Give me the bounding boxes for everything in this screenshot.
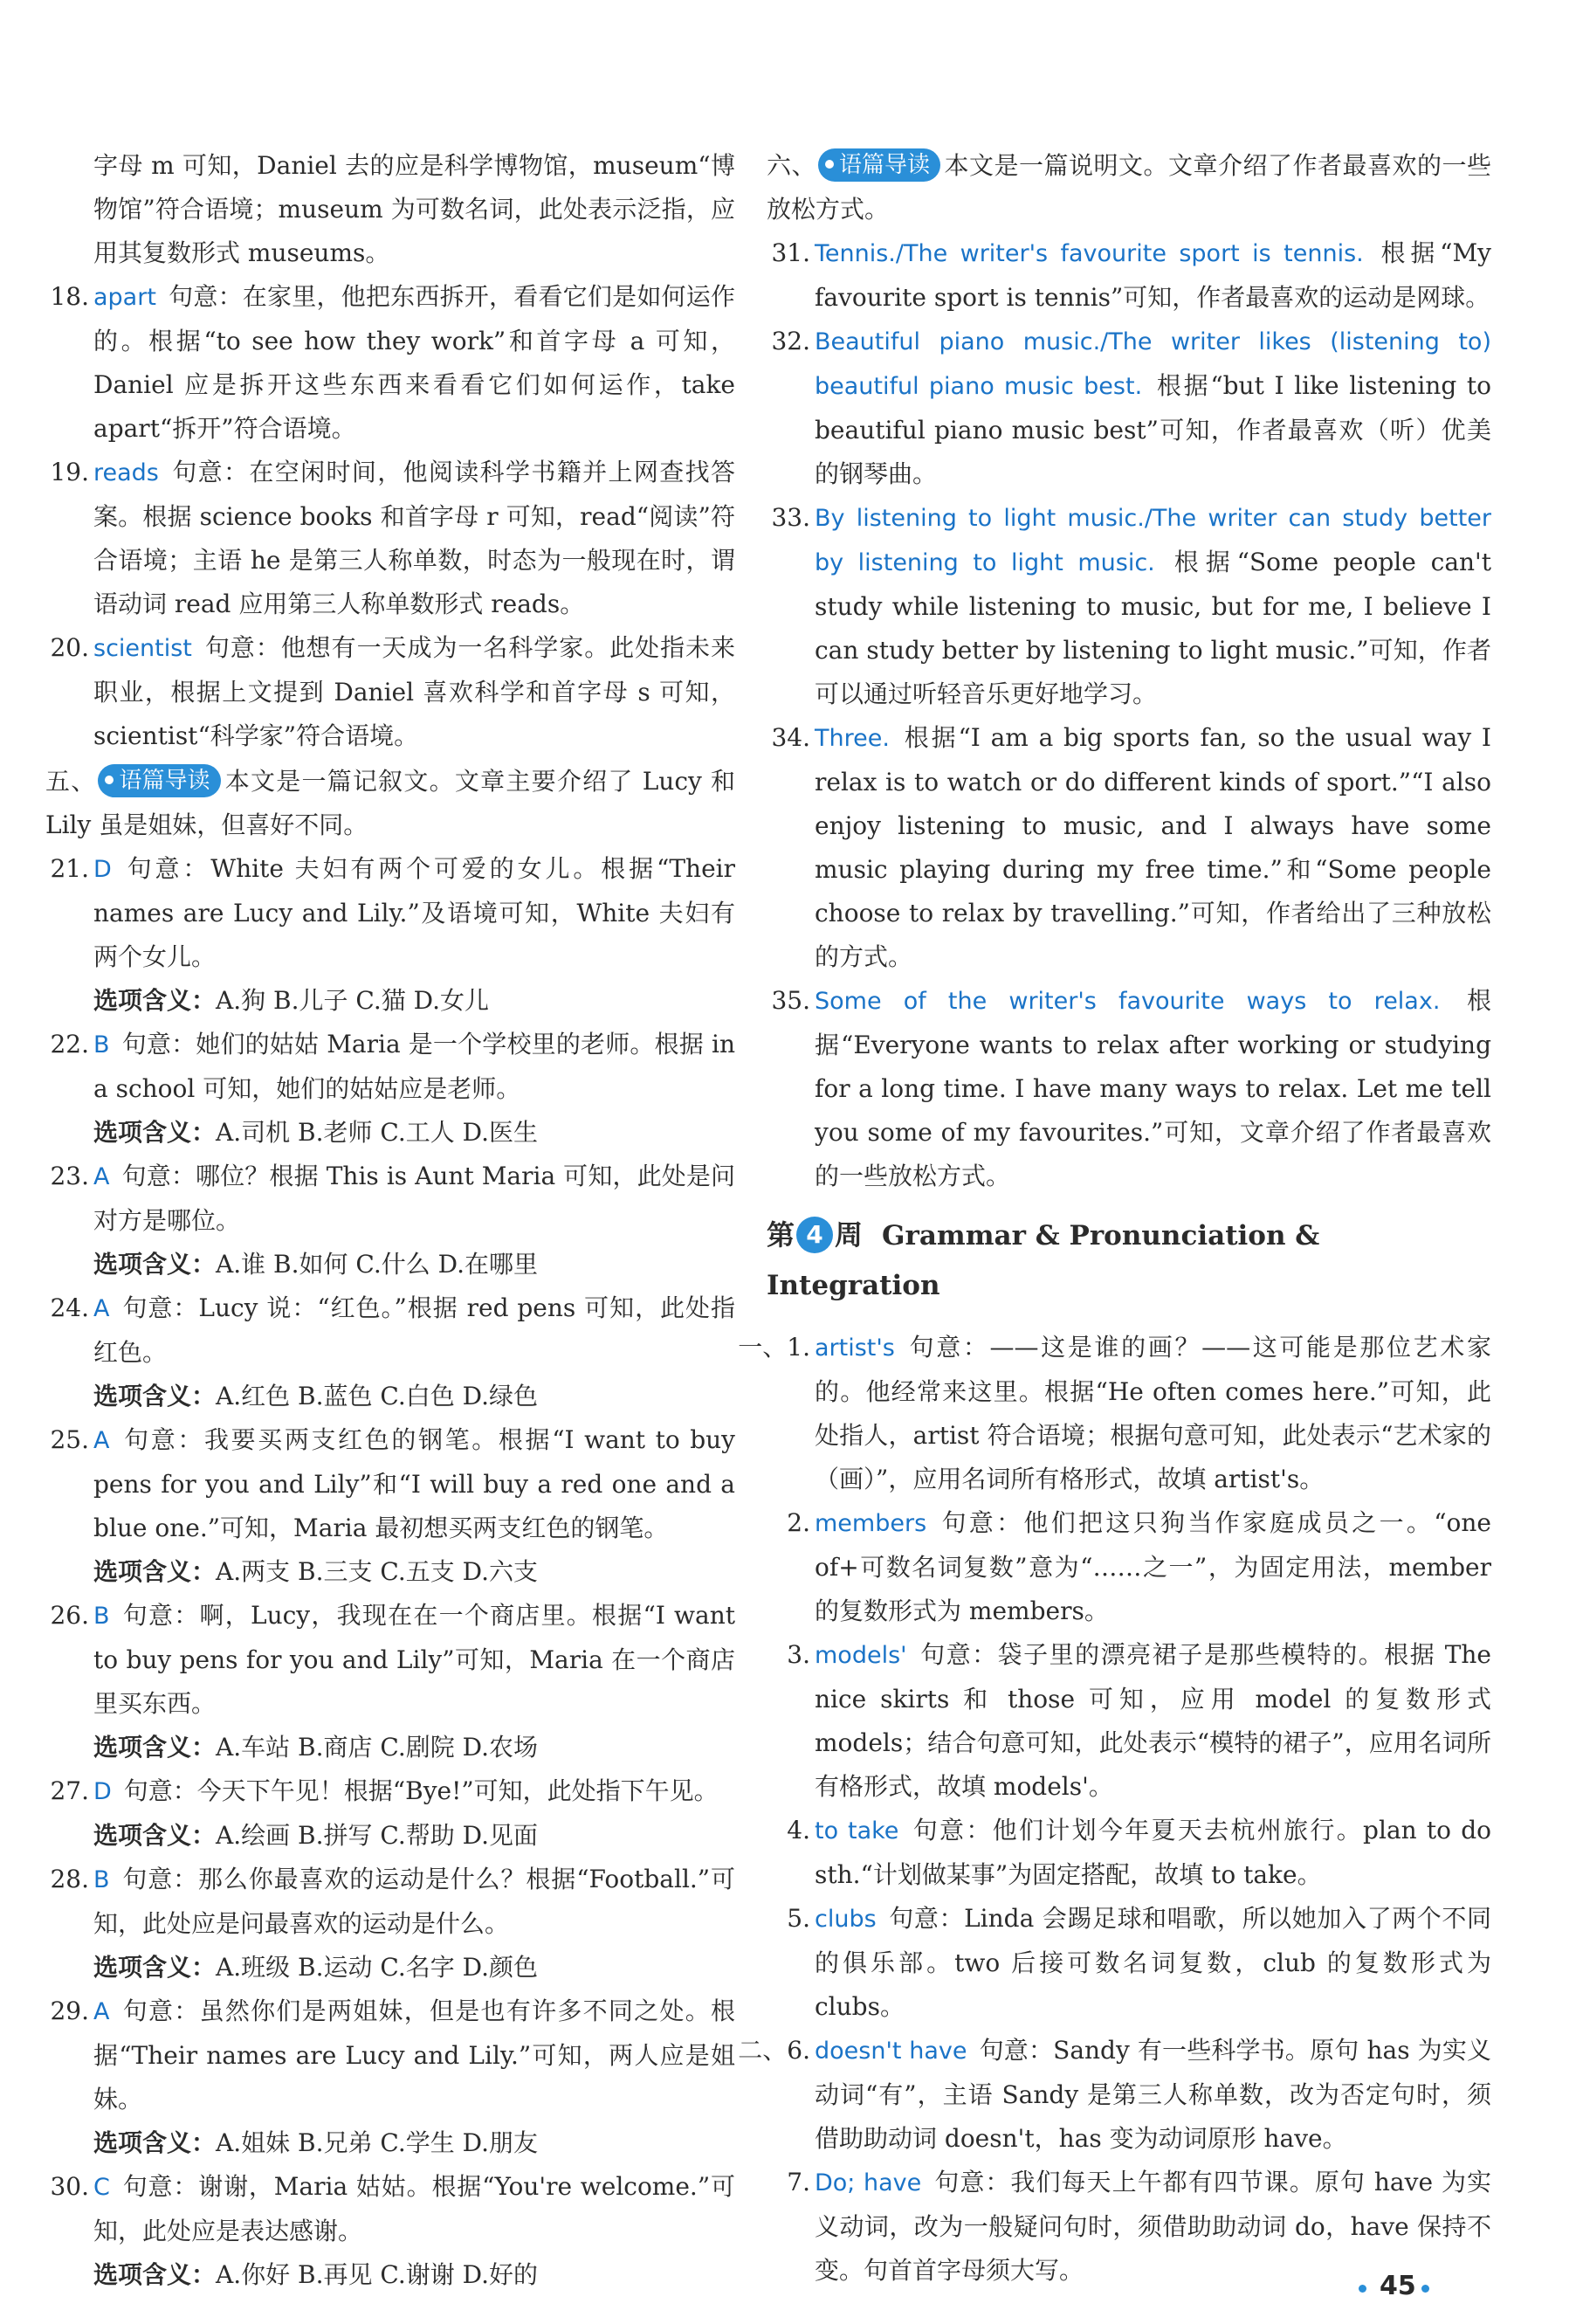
answer-key: A — [93, 1998, 110, 2025]
intro-paragraph: 字母 m 可知，Daniel 去的应是科学博物馆，museum“博物馆”符合语境；museum 为可数名词，此处表示泛指，应用其复数形式 museums。 — [93, 151, 735, 267]
option-text: A.绘画 B.拼写 C.帮助 D.见面 — [216, 1821, 538, 1850]
item-explanation: 句意：哪位？根据 This is Aunt Maria 可知，此处是问对方是哪位。 — [93, 1162, 735, 1235]
item-number: 4. — [787, 1816, 810, 1845]
answer-key: Beautiful piano music./The writer likes (listening to) beautiful piano music best. — [815, 328, 1491, 400]
answer-key: doesn't have — [815, 2038, 967, 2065]
item-explanation: 根据“Some people can't study while listening to music, but for me, I believe I can study better by listening to light music.”可知，作者可以通过听轻音乐更好地学习。 — [815, 548, 1492, 708]
dot-icon — [825, 160, 834, 169]
option-meaning — [45, 1375, 735, 1418]
item-number — [732, 2029, 810, 2072]
answer-key: D — [93, 856, 112, 883]
answer-item — [45, 1769, 735, 1814]
answer-key: B — [93, 1031, 110, 1059]
answer-item — [767, 1633, 1491, 1809]
item-number: 23. — [50, 1162, 89, 1190]
item-explanation: 句意：Sandy 有一些科学书。原句 has 为实义动词“有”，主语 Sandy 是第三人称单数，改为否定句时，须借助助动词 doesn't，has 变为动词原形 have。 — [815, 2036, 1491, 2153]
answer-key: models' — [815, 1642, 907, 1669]
item-number: 21. — [50, 854, 89, 883]
item-number: 27. — [50, 1776, 89, 1805]
answer-item — [45, 847, 735, 979]
answer-item — [767, 979, 1491, 1198]
item-number: 29. — [50, 1996, 89, 2025]
item-number: 26. — [50, 1601, 89, 1630]
item-number: 34. — [771, 723, 810, 752]
answer-key: A — [93, 1163, 110, 1190]
items-d — [738, 1326, 1491, 2029]
option-text: A.司机 B.老师 C.工人 D.医生 — [216, 1118, 538, 1147]
answer-item — [45, 2165, 735, 2253]
option-label: 选项含义： — [93, 2260, 217, 2289]
item-number: 32. — [771, 327, 810, 355]
answer-item — [738, 1326, 1491, 1501]
answer-key: By listening to light music./The writer can study better by listening to light music. — [815, 505, 1491, 576]
item-number-text: 1. — [787, 1333, 810, 1362]
items-c — [767, 231, 1491, 1198]
item-explanation: 句意：今天下午见！根据“Bye!”可知，此处指下午见。 — [123, 1776, 719, 1805]
item-number: 2. — [787, 1508, 810, 1537]
answer-item — [45, 1023, 735, 1111]
section-6-badge — [818, 148, 940, 182]
item-explanation: 句意：我要买两支红色的钢笔。根据“I want to buy pens for you and Lily”和“I will buy a red one and a blue one.”可知，Maria 最初想买两支红色的钢笔。 — [93, 1425, 735, 1542]
item-explanation: 句意：White 夫妇有两个可爱的女儿。根据“Their names are Lucy and Lily.”及语境可知，White 夫妇有两个女儿。 — [93, 854, 735, 971]
item-explanation: 句意：那么你最喜欢的运动是什么？根据“Football.”可知，此处应是问最喜欢的运动是什么。 — [93, 1865, 735, 1938]
item-number: 31. — [771, 238, 810, 267]
answer-item — [45, 1286, 735, 1375]
option-label: 选项含义： — [93, 1118, 217, 1147]
option-meaning — [45, 2121, 735, 2165]
item-explanation: 句意：啊，Lucy，我现在在一个商店里。根据“I want to buy pens for you and Lily”可知，Maria 在一个商店里买东西。 — [93, 1601, 735, 1718]
answer-item — [767, 231, 1491, 320]
answer-item — [45, 1155, 735, 1243]
item-explanation: 句意：她们的姑姑 Maria 是一个学校里的老师。根据 in a school 可知，她们的姑姑应是老师。 — [93, 1030, 735, 1103]
part-label: 二、 — [738, 2036, 788, 2065]
item-explanation: 句意：他们把这只狗当作家庭成员之一。“one of+可数名词复数”意为“……之一”，为固定用法，member 的复数形式为 members。 — [815, 1508, 1491, 1625]
item-explanation: 根据“but I like listening to beautiful piano music best”可知，作者最喜欢（听）优美的钢琴曲。 — [815, 371, 1491, 488]
part-label: 一、 — [738, 1333, 788, 1362]
answer-key: apart — [93, 284, 156, 311]
answer-item — [767, 1809, 1491, 1897]
option-meaning — [45, 1111, 735, 1155]
item-explanation: 句意：在家里，他把东西拆开，看看它们是如何运作的。根据“to see how they work”和首字母 a 可知，Daniel 应是拆开这些东西来看看它们如何运作，take apart“拆开”符合语境。 — [93, 282, 735, 443]
answer-item — [767, 1501, 1491, 1633]
option-text: A.你好 B.再见 C.谢谢 D.好的 — [216, 2260, 538, 2289]
answer-item — [45, 1418, 735, 1550]
section-5-badge-text: 语篇导读 — [119, 768, 210, 794]
answer-key: B — [93, 1866, 110, 1893]
option-meaning — [45, 2253, 735, 2297]
item-explanation: 根据“I am a big sports fan, so the usual way I relax is to watch or do different kinds of sport.”“I also enjoy listening to music, and I always have some music playing during my free time.”和“Some people choose to relax by travelling.”可知，作者给出了三种放松的方式。 — [815, 723, 1491, 971]
week-title: Grammar & Pronunciation & Integration — [767, 1220, 1320, 1301]
item-explanation: 句意：我们每天上午都有四节课。原句 have 为实义动词，改为一般疑问句时，须借助助动词 do，have 保持不变。句首首字母须大写。 — [815, 2168, 1491, 2285]
option-label: 选项含义： — [93, 1821, 217, 1850]
answer-key: B — [93, 1603, 110, 1630]
section-5-badge — [98, 764, 220, 797]
answer-item — [767, 1897, 1491, 2029]
section-6 — [767, 144, 1491, 231]
option-label: 选项含义： — [93, 1382, 217, 1410]
item-number: 20. — [50, 633, 89, 662]
option-label: 选项含义： — [93, 986, 217, 1015]
week-number: 4 — [796, 1217, 833, 1253]
answer-item — [45, 275, 735, 451]
answer-key: members — [815, 1510, 927, 1537]
option-meaning — [45, 1243, 735, 1286]
item-number: 5. — [787, 1904, 810, 1933]
answer-key: Do; have — [815, 2169, 922, 2196]
item-explanation: 句意：虽然你们是两姐妹，但是也有许多不同之处。根据“Their names are Lucy and Lily.”可知，两人应是姐妹。 — [93, 1996, 735, 2114]
option-text: A.谁 B.如何 C.什么 D.在哪里 — [216, 1250, 538, 1279]
item-explanation: 句意：他们计划今年夏天去杭州旅行。plan to do sth.“计划做某事”为固定搭配，故填 to take。 — [815, 1816, 1491, 1889]
answer-item — [767, 716, 1491, 979]
item-number: 24. — [50, 1293, 89, 1322]
item-explanation: 根据“Everyone wants to relax after working or studying for a long time. I have many ways to relax. Let me tell you some of my favourites.”可知，文章介绍了作者最喜欢的一些放松方式。 — [815, 986, 1491, 1190]
item-number: 7. — [787, 2168, 810, 2196]
section-5-label: 五、 — [45, 767, 97, 796]
answer-item — [45, 626, 735, 758]
answer-item — [45, 1990, 735, 2121]
option-text: A.班级 B.运动 C.名字 D.颜色 — [216, 1953, 538, 1982]
week-heading — [767, 1210, 1491, 1310]
answer-key: Some of the writer's favourite ways to relax. — [815, 988, 1441, 1015]
answer-item — [45, 1594, 735, 1726]
item-number: 3. — [787, 1640, 810, 1669]
item-number: 19. — [50, 458, 89, 486]
answer-item — [767, 496, 1491, 716]
item-number: 33. — [771, 503, 810, 532]
item-explanation: 句意：谢谢，Maria 姑姑。根据“You're welcome.”可知，此处应是表达感谢。 — [93, 2172, 735, 2245]
section-6-text: 本文是一篇说明文。文章介绍了作者最喜欢的一些放松方式。 — [767, 151, 1491, 224]
week-pre: 第 — [767, 1218, 795, 1252]
section-6-label: 六、 — [767, 151, 816, 180]
item-number: 28. — [50, 1865, 89, 1893]
items-e — [738, 2029, 1491, 2293]
item-number: 25. — [50, 1425, 89, 1454]
week-post: 周 — [835, 1218, 864, 1252]
item-explanation: 根据“My favourite sport is tennis”可知，作者最喜欢的运动是网球。 — [815, 238, 1491, 312]
item-number — [732, 1326, 810, 1369]
option-text: A.两支 B.三支 C.五支 D.六支 — [216, 1557, 538, 1586]
answer-item — [45, 451, 735, 626]
page-dot-left — [1359, 2285, 1366, 2293]
item-number-text: 6. — [787, 2036, 810, 2065]
section-6-badge-text: 语篇导读 — [839, 152, 931, 178]
answer-key: A — [93, 1295, 110, 1322]
option-meaning — [45, 979, 735, 1023]
option-label: 选项含义： — [93, 1557, 217, 1586]
right-column — [738, 144, 1492, 2293]
item-explanation: 句意：袋子里的漂亮裙子是那些模特的。根据 The nice skirts 和 those 可知，应用 model 的复数形式 models；结合句意可知，此处表示“模特的裙子”，应用名词所有格形式，故填 models'。 — [815, 1640, 1491, 1801]
answer-key: artist's — [815, 1334, 895, 1362]
option-meaning — [45, 1726, 735, 1769]
option-label: 选项含义： — [93, 1953, 217, 1982]
items-a — [45, 275, 735, 758]
section-5-text: 本文是一篇记叙文。文章主要介绍了 Lucy 和 Lily 虽是姐妹，但喜好不同。 — [45, 767, 735, 839]
option-meaning — [45, 1814, 735, 1858]
option-meaning — [45, 1946, 735, 1990]
page-number: 45 — [1380, 2271, 1416, 2301]
item-number: 30. — [50, 2172, 89, 2201]
left-column — [45, 144, 735, 2297]
items-b — [45, 847, 735, 2297]
option-label: 选项含义： — [93, 2128, 217, 2157]
option-label: 选项含义： — [93, 1250, 217, 1279]
answer-key: Tennis./The writer's favourite sport is tennis. — [815, 240, 1364, 267]
item-explanation: 句意：在空闲时间，他阅读科学书籍并上网查找答案。根据 science books 和首字母 r 可知，read“阅读”符合语境；主语 he 是第三人称单数，时态为一般现在时，谓语动词 read 应用第三人称单数形式 reads。 — [93, 458, 735, 618]
item-number: 22. — [50, 1030, 89, 1059]
page-dot-right — [1421, 2285, 1429, 2293]
option-text: A.车站 B.商店 C.剧院 D.农场 — [216, 1733, 538, 1762]
item-explanation: 句意：Linda 会踢足球和唱歌，所以她加入了两个不同的俱乐部。two 后接可数名词复数，club 的复数形式为 clubs。 — [815, 1904, 1491, 2021]
section-5 — [45, 760, 735, 847]
answer-key: reads — [93, 459, 159, 486]
answer-key: to take — [815, 1817, 899, 1845]
answer-item — [45, 1858, 735, 1946]
option-text: A.狗 B.儿子 C.猫 D.女儿 — [216, 986, 489, 1015]
answer-item — [767, 320, 1491, 496]
answer-item — [738, 2029, 1491, 2161]
answer-key: D — [93, 1778, 112, 1805]
answer-key: scientist — [93, 635, 192, 662]
option-text: A.红色 B.蓝色 C.白色 D.绿色 — [216, 1382, 538, 1410]
answer-key: A — [93, 1427, 110, 1454]
item-explanation: 句意：他想有一天成为一名科学家。此处指未来职业，根据上文提到 Daniel 喜欢科学和首字母 s 可知，scientist“科学家”符合语境。 — [93, 633, 735, 750]
item-number: 35. — [771, 986, 810, 1015]
answer-key: Three. — [815, 725, 890, 752]
item-explanation: 句意：Lucy 说：“红色。”根据 red pens 可知，此处指红色。 — [93, 1293, 735, 1367]
dot-icon — [105, 776, 114, 784]
item-explanation: 句意：——这是谁的画？——这可能是那位艺术家的。他经常来这里。根据“He often comes here.”可知，此处指人，artist 符合语境；根据句意可知，此处表示“艺术家的（画）”，应用名词所有格形式，故填 artist's。 — [815, 1333, 1491, 1493]
option-meaning — [45, 1550, 735, 1594]
answer-key: clubs — [815, 1906, 877, 1933]
answer-key: C — [93, 2174, 110, 2201]
option-label: 选项含义： — [93, 1733, 217, 1762]
item-number: 18. — [50, 282, 89, 311]
option-text: A.姐妹 B.兄弟 C.学生 D.朋友 — [216, 2128, 538, 2157]
